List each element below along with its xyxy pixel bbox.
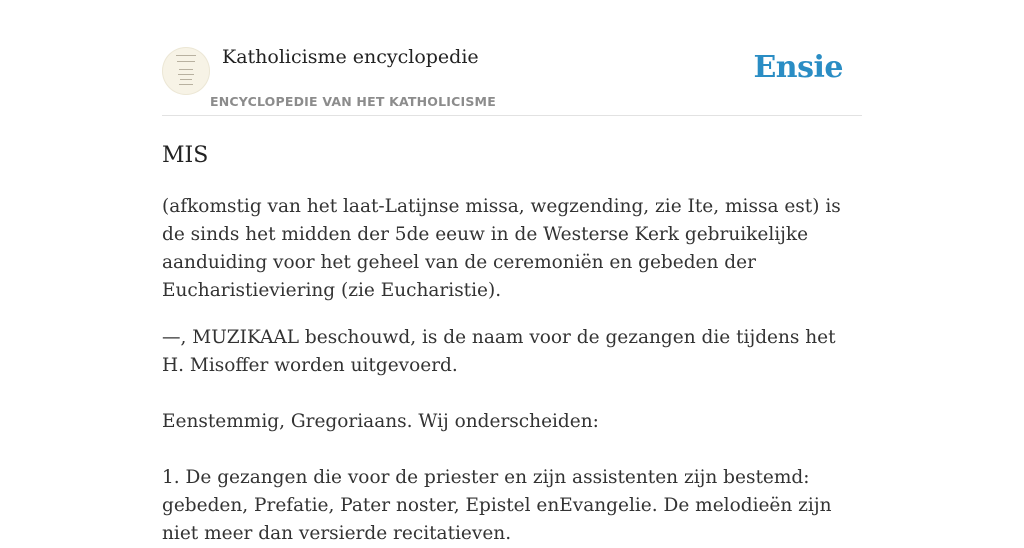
book-header: [162, 44, 862, 116]
book-cover-thumbnail[interactable]: [162, 47, 210, 95]
book-subtitle: ENCYCLOPEDIE VAN HET KATHOLICISME: [210, 94, 496, 109]
entry-body: [162, 193, 862, 548]
entry-title: MIS: [162, 143, 209, 168]
entry-paragraph: —, MUZIKAAL beschouwd, is de naam voor de gezangen die tijdens het H. Misoffer worden uitgevoerd.: [162, 327, 836, 376]
entry-paragraph: (afkomstig van het laat-Latijnse missa, wegzending, zie Ite, missa est) is de sinds het midden der 5de eeuw in de Westerse Kerk gebruikelijke aanduiding voor het geheel van de ceremoniën en gebeden der Eucharistieviering (zie Eucharistie).: [162, 196, 841, 301]
ensie-logo-link[interactable]: Ensie: [753, 50, 843, 85]
book-title[interactable]: Katholicisme encyclopedie: [222, 46, 479, 68]
entry-paragraph: Eenstemmig, Gregoriaans. Wij onderscheiden:: [162, 411, 599, 432]
page: [162, 0, 862, 548]
entry-paragraph: 1. De gezangen die voor de priester en zijn assistenten zijn bestemd: gebeden, Prefatie, Pater noster, Epistel enEvangelie. De melodieën zijn niet meer dan versierde recitatieven.: [162, 467, 832, 544]
